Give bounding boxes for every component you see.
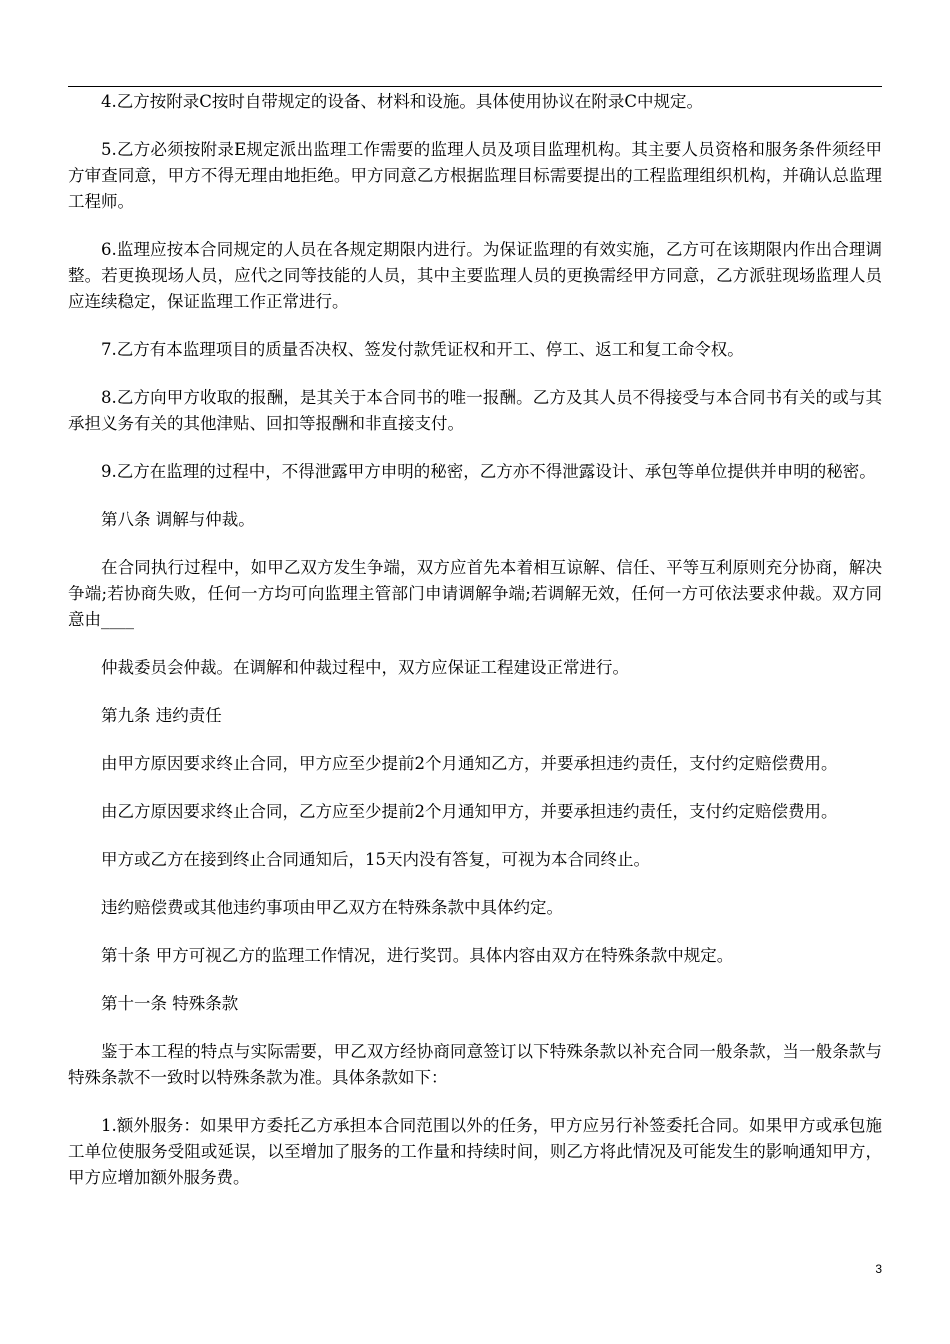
paragraph-clause-6: 6.监理应按本合同规定的人员在各规定期限内进行。为保证监理的有效实施，乙方可在该期限内作出合理调整。若更换现场人员，应代之同等技能的人员，其中主要监理人员的更换需经甲方同意，乙方派驻现场监理人员应连续稳定，保证监理工作正常进行。 <box>68 240 882 311</box>
paragraph-clause-9: 9.乙方在监理的过程中，不得泄露甲方申明的秘密，乙方亦不得泄露设计、承包等单位提供并申明的秘密。 <box>101 462 876 481</box>
article-11-heading: 第十一条 特殊条款 <box>101 994 239 1013</box>
paragraph-party-b-termination: 由乙方原因要求终止合同，乙方应至少提前2个月通知甲方，并要承担违约责任，支付约定赔偿费用。 <box>101 802 838 821</box>
header-rule <box>68 86 882 87</box>
paragraph-extra-services: 1.额外服务：如果甲方委托乙方承担本合同范围以外的任务，甲方应另行补签委托合同。如果甲方或承包施工单位使服务受阻或延误，以至增加了服务的工作量和持续时间，则乙方将此情况及可能发生的影响通知甲方，甲方应增加额外服务费。 <box>68 1116 882 1187</box>
paragraph-clause-5: 5.乙方必须按附录E规定派出监理工作需要的监理人员及项目监理机构。其主要人员资格和服务条件须经甲方审查同意，甲方不得无理由地拒绝。甲方同意乙方根据监理目标需要提出的工程监理组织机构，并确认总监理工程师。 <box>68 140 882 211</box>
article-10-paragraph: 第十条 甲方可视乙方的监理工作情况，进行奖罚。具体内容由双方在特殊条款中规定。 <box>101 946 734 965</box>
document-body <box>68 88 882 1213</box>
paragraph-compensation: 违约赔偿费或其他违约事项由甲乙双方在特殊条款中具体约定。 <box>101 898 563 917</box>
paragraph-clause-4: 4.乙方按附录C按时自带规定的设备、材料和设施。具体使用协议在附录C中规定。 <box>101 92 703 111</box>
paragraph-special-terms-intro: 鉴于本工程的特点与实际需要，甲乙双方经协商同意签订以下特殊条款以补充合同一般条款，当一般条款与特殊条款不一致时以特殊条款为准。具体条款如下： <box>68 1042 882 1087</box>
paragraph-arbitration: 仲裁委员会仲裁。在调解和仲裁过程中，双方应保证工程建设正常进行。 <box>101 658 629 677</box>
article-8-heading: 第八条 调解与仲裁。 <box>101 510 255 529</box>
paragraph-dispute-resolution: 在合同执行过程中，如甲乙双方发生争端，双方应首先本着相互谅解、信任、平等互利原则充分协商，解决争端;若协商失败，任何一方均可向监理主管部门申请调解争端;若调解无效，任何一方可依法要求仲裁。双方同意由____ <box>68 558 882 629</box>
page-number: 3 <box>875 1262 882 1276</box>
paragraph-clause-8: 8.乙方向甲方收取的报酬，是其关于本合同书的唯一报酬。乙方及其人员不得接受与本合同书有关的或与其承担义务有关的其他津贴、回扣等报酬和非直接支付。 <box>68 388 882 433</box>
paragraph-termination-reply: 甲方或乙方在接到终止合同通知后，15天内没有答复，可视为本合同终止。 <box>101 850 650 869</box>
paragraph-party-a-termination: 由甲方原因要求终止合同，甲方应至少提前2个月通知乙方，并要承担违约责任，支付约定赔偿费用。 <box>101 754 838 773</box>
article-9-heading: 第九条 违约责任 <box>101 706 222 725</box>
paragraph-clause-7: 7.乙方有本监理项目的质量否决权、签发付款凭证权和开工、停工、返工和复工命令权。 <box>101 340 744 359</box>
